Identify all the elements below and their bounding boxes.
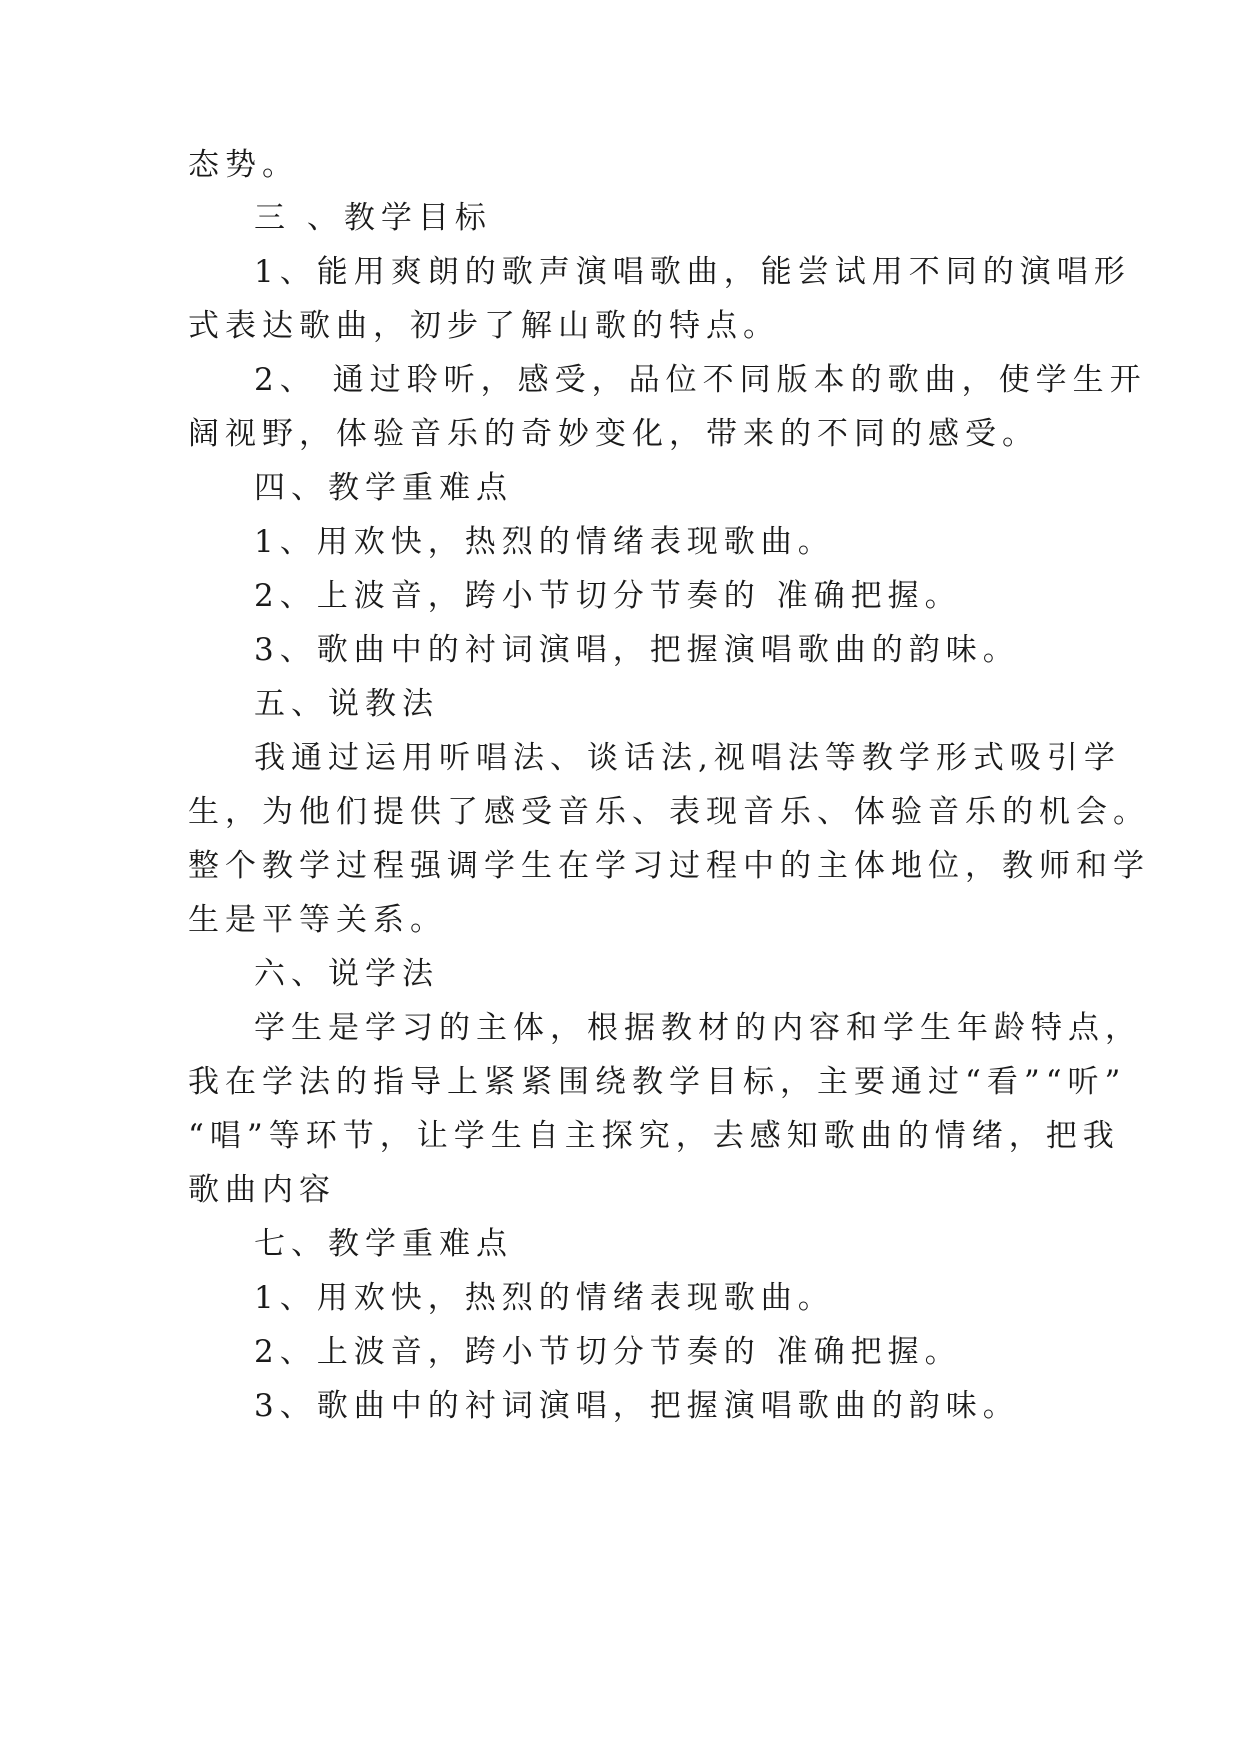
teaching-method-line-4: 生是平等关系。 — [188, 902, 447, 938]
goal-2-line-2: 阔视野，体验音乐的奇妙变化，带来的不同的感受。 — [188, 416, 1039, 452]
goal-1-line-2: 式表达歌曲，初步了解山歌的特点。 — [188, 308, 780, 344]
learning-method-line-4: 歌曲内容 — [188, 1172, 336, 1208]
text-line-continuation: 态势。 — [188, 147, 299, 183]
difficulty-item-1: 1、用欢快，热烈的情绪表现歌曲。 — [254, 524, 835, 560]
goal-1-line-1: 1、能用爽朗的歌声演唱歌曲，能尝试用不同的演唱形 — [254, 254, 1131, 290]
difficulty-2-item-1: 1、用欢快，热烈的情绪表现歌曲。 — [254, 1280, 835, 1316]
learning-method-line-3: “唱”等环节，让学生自主探究，去感知歌曲的情绪，把我 — [188, 1118, 1120, 1154]
difficulty-2-item-3: 3、歌曲中的衬词演唱，把握演唱歌曲的韵味。 — [254, 1388, 1020, 1424]
heading-key-difficulties: 四、教学重难点 — [254, 470, 513, 506]
heading-teaching-goals: 三 、教学目标 — [254, 200, 492, 236]
difficulty-item-2: 2、上波音，跨小节切分节奏的 准确把握。 — [254, 578, 962, 614]
difficulty-item-3: 3、歌曲中的衬词演唱，把握演唱歌曲的韵味。 — [254, 632, 1020, 668]
heading-key-difficulties-2: 七、教学重难点 — [254, 1226, 513, 1262]
difficulty-2-item-2: 2、上波音，跨小节切分节奏的 准确把握。 — [254, 1334, 962, 1370]
heading-learning-method: 六、说学法 — [254, 956, 439, 992]
heading-teaching-method: 五、说教法 — [254, 686, 439, 722]
teaching-method-line-2: 生，为他们提供了感受音乐、表现音乐、体验音乐的机会。 — [188, 794, 1150, 830]
goal-2-line-1: 2、 通过聆听，感受，品位不同版本的歌曲，使学生开 — [254, 362, 1147, 398]
learning-method-line-2: 我在学法的指导上紧紧围绕教学目标，主要通过“看”“听” — [188, 1064, 1127, 1100]
teaching-method-line-3: 整个教学过程强调学生在学习过程中的主体地位，教师和学 — [188, 848, 1150, 884]
teaching-method-line-1: 我通过运用听唱法、谈话法,视唱法等教学形式吸引学 — [254, 740, 1121, 776]
learning-method-line-1: 学生是学习的主体，根据教材的内容和学生年龄特点， — [254, 1010, 1142, 1046]
